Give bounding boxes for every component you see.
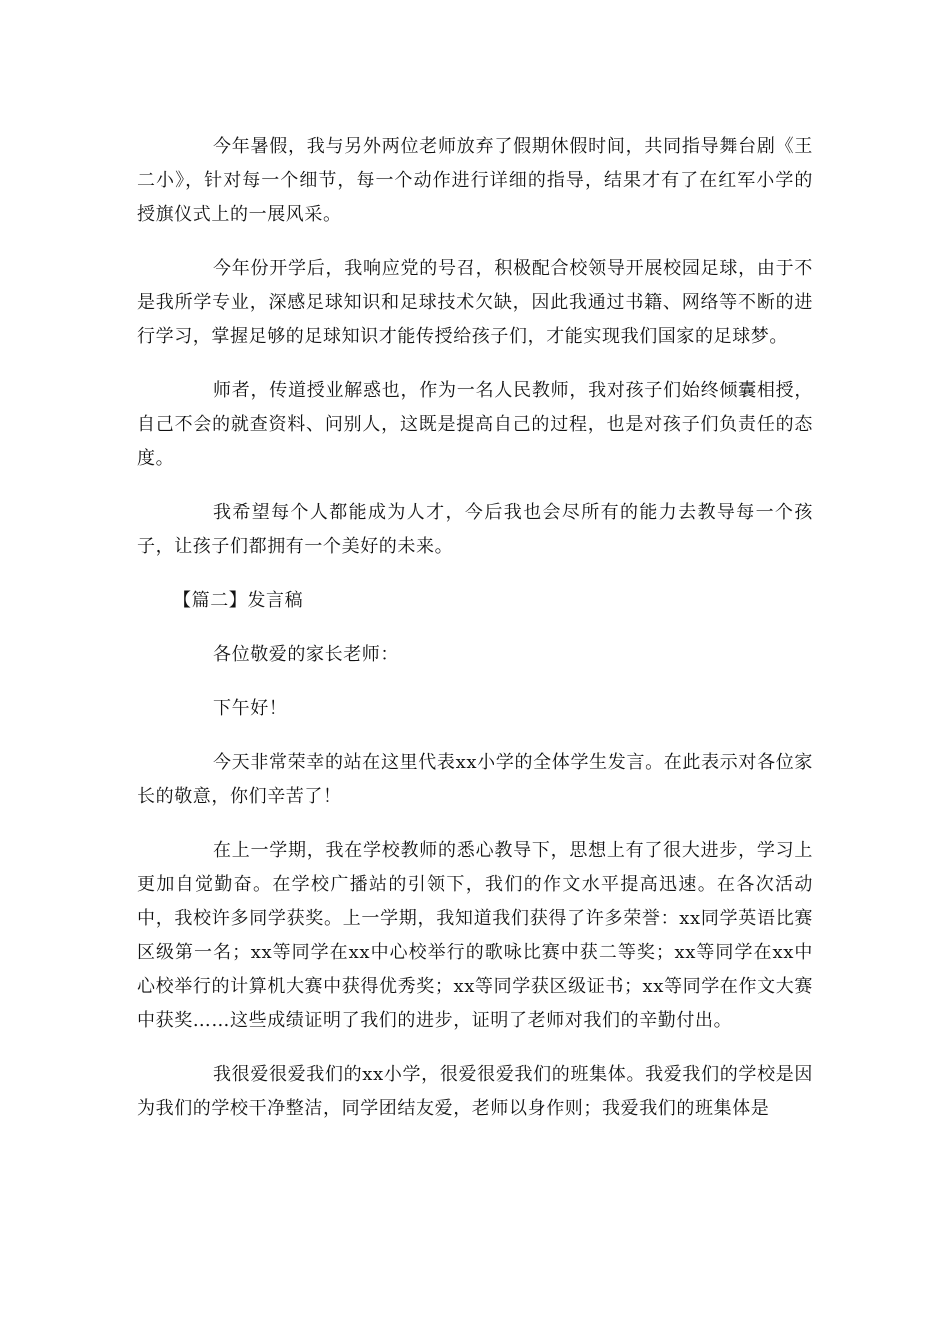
paragraph: 我很爱很爱我们的xx小学，很爱很爱我们的班集体。我爱我们的学校是因为我们的学校干净整洁，同学团结友爱，老师以身作则；我爱我们的班集体是 bbox=[137, 1064, 813, 1119]
greeting: 下午好！ bbox=[213, 698, 288, 719]
paragraph: 师者，传道授业解惑也，作为一名人民教师，我对孩子们始终倾囊相授，自己不会的就查资料、问别人，这既是提高自己的过程，也是对孩子们负责任的态度。 bbox=[137, 380, 813, 469]
salutation: 各位敬爱的家长老师： bbox=[213, 644, 399, 665]
paragraph: 今年份开学后，我响应党的号召，积极配合校领导开展校园足球，由于不是我所学专业，深感足球知识和足球技术欠缺，因此我通过书籍、网络等不断的进行学习，掌握足够的足球知识才能传授给孩子们，才能实现我们国家的足球梦。 bbox=[137, 258, 813, 347]
section-heading: 【篇二】发言稿 bbox=[173, 590, 304, 611]
paragraph: 今天非常荣幸的站在这里代表xx小学的全体学生发言。在此表示对各位家长的敬意，你们辛苦了！ bbox=[137, 752, 813, 807]
paragraph: 我希望每个人都能成为人才，今后我也会尽所有的能力去教导每一个孩子，让孩子们都拥有一个美好的未来。 bbox=[137, 502, 813, 557]
paragraph: 今年暑假，我与另外两位老师放弃了假期休假时间，共同指导舞台剧《王二小》，针对每一个细节，每一个动作进行详细的指导，结果才有了在红军小学的授旗仪式上的一展风采。 bbox=[137, 136, 813, 225]
paragraph: 在上一学期，我在学校教师的悉心教导下，思想上有了很大进步，学习上更加自觉勤奋。在学校广播站的引领下，我们的作文水平提高迅速。在各次活动中，我校许多同学获奖。上一学期，我知道我们获得了许多荣誉：xx同学英语比赛区级第一名；xx等同学在xx中心校举行的歌咏比赛中获二等奖；xx等同学在xx中心校举行的计算机大赛中获得优秀奖；xx等同学获区级证书；xx等同学在作文大赛中获奖……这些成绩证明了我们的进步，证明了老师对我们的辛勤付出。 bbox=[137, 840, 813, 1031]
document-body bbox=[137, 130, 813, 1146]
